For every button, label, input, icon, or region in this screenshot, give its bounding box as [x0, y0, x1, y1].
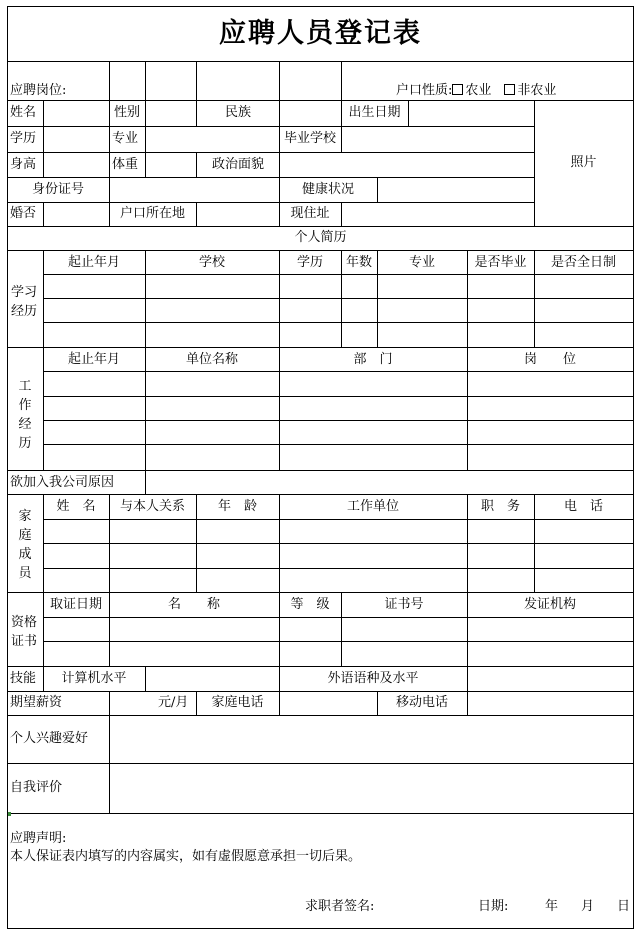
table-rule	[467, 691, 468, 715]
cell-marker	[8, 812, 11, 816]
table-rule	[7, 763, 634, 764]
table-rule	[43, 519, 634, 520]
table-rule	[377, 177, 378, 202]
table-rule	[109, 61, 110, 100]
table-rule	[467, 666, 468, 691]
declaration-title: 应聘声明:	[10, 831, 67, 846]
table-rule	[7, 813, 634, 814]
table-rule	[279, 61, 280, 100]
table-rule	[145, 61, 146, 100]
date-label: 日期:	[478, 899, 509, 914]
gender-label: 性别	[114, 105, 141, 120]
family-label: 家庭成员	[18, 509, 32, 581]
study-col-school: 学校	[198, 255, 225, 270]
form-title: 应聘人员登记表	[219, 18, 422, 49]
table-rule	[341, 126, 342, 152]
table-rule	[7, 126, 534, 127]
table-rule	[7, 494, 634, 495]
table-rule	[7, 100, 634, 101]
table-rule	[145, 666, 146, 691]
table-rule	[7, 6, 634, 7]
table-rule	[633, 6, 634, 929]
hukou-type	[396, 83, 556, 99]
cert-col-level: 等 级	[290, 597, 330, 612]
table-rule	[43, 202, 44, 226]
mobile-label: 移动电话	[395, 695, 448, 710]
table-rule	[7, 61, 634, 62]
work-col-position: 岗 位	[523, 352, 576, 367]
non-agri-option: 非农业	[517, 83, 557, 98]
table-rule	[7, 592, 634, 593]
table-rule	[145, 100, 146, 177]
photo-label: 照片	[570, 155, 597, 170]
hobby-label: 个人兴趣爱好	[10, 731, 89, 746]
year-label: 年	[545, 899, 559, 914]
signature-label: 求职者签名:	[305, 899, 375, 914]
table-rule	[43, 274, 634, 275]
declaration-text: 本人保证表内填写的内容属实，如有虚假愿意承担一切后果。	[10, 849, 362, 864]
family-col-employer: 工作单位	[346, 499, 399, 514]
table-rule	[341, 61, 342, 100]
id-number-label: 身份证号	[31, 182, 84, 197]
political-label: 政治面貌	[211, 157, 264, 172]
table-rule	[196, 61, 197, 100]
study-col-degree: 学历	[296, 255, 323, 270]
resume-header: 个人简历	[294, 230, 347, 245]
table-rule	[7, 177, 534, 178]
table-rule	[7, 928, 634, 929]
weight-label: 体重	[112, 157, 139, 172]
cert-col-number: 证书号	[384, 597, 424, 612]
table-rule	[7, 152, 534, 153]
position-label: 应聘岗位:	[10, 83, 67, 98]
study-col-major: 专业	[408, 255, 435, 270]
certificate-label: 资格证书	[11, 615, 38, 649]
month-label: 月	[581, 899, 595, 914]
family-col-title: 职 务	[480, 499, 520, 514]
table-rule	[43, 617, 634, 618]
study-col-fulltime: 是否全日制	[550, 255, 616, 270]
table-rule	[7, 691, 634, 692]
table-rule	[43, 100, 44, 177]
table-rule	[7, 470, 634, 471]
address-label: 现住址	[290, 206, 330, 221]
table-rule	[7, 250, 634, 251]
table-rule	[43, 420, 634, 421]
agri-checkbox[interactable]	[452, 84, 463, 95]
home-phone-label: 家庭电话	[211, 695, 264, 710]
agri-option: 农业	[465, 83, 492, 98]
work-col-department: 部 门	[353, 352, 393, 367]
table-rule	[7, 666, 634, 667]
day-label: 日	[617, 899, 631, 914]
computer-level-label: 计算机水平	[61, 671, 127, 686]
family-col-relation: 与本人关系	[119, 499, 185, 514]
table-rule	[7, 226, 634, 227]
hukou-place-label: 户口所在地	[119, 206, 185, 221]
reason-label: 欲加入我公司原因	[10, 475, 115, 490]
salary-label: 期望薪资	[10, 695, 63, 710]
height-label: 身高	[10, 157, 37, 172]
name-label: 姓名	[10, 105, 37, 120]
table-rule	[145, 470, 146, 494]
table-rule	[43, 322, 634, 323]
table-rule	[109, 100, 110, 177]
study-col-years: 年数	[345, 255, 372, 270]
table-rule	[109, 177, 110, 202]
study-label: 学习经历	[11, 285, 38, 319]
table-rule	[43, 568, 634, 569]
table-rule	[341, 202, 342, 226]
family-col-age: 年 龄	[217, 499, 257, 514]
birth-date-label: 出生日期	[348, 105, 401, 120]
table-rule	[196, 202, 197, 226]
family-col-name: 姓 名	[56, 499, 96, 514]
table-rule	[43, 444, 634, 445]
work-label: 工作经历	[18, 379, 32, 451]
table-rule	[43, 298, 634, 299]
language-level-label: 外语语种及水平	[327, 671, 419, 686]
table-rule	[7, 347, 634, 348]
table-rule	[43, 371, 634, 372]
work-col-company: 单位名称	[185, 352, 238, 367]
table-rule	[408, 100, 409, 126]
table-rule	[279, 691, 280, 715]
school-label: 毕业学校	[283, 131, 336, 146]
education-label: 学历	[10, 131, 37, 146]
major-label: 专业	[112, 131, 139, 146]
cert-col-date: 取证日期	[49, 597, 102, 612]
table-rule	[43, 396, 634, 397]
work-col-period: 起止年月	[67, 352, 120, 367]
table-rule	[7, 202, 534, 203]
study-col-graduated: 是否毕业	[474, 255, 527, 270]
skills-label: 技能	[10, 671, 37, 686]
family-col-phone: 电 话	[563, 499, 603, 514]
table-rule	[43, 641, 634, 642]
non-agri-checkbox[interactable]	[504, 84, 515, 95]
table-rule	[109, 691, 110, 715]
table-rule	[7, 715, 634, 716]
hukou-label: 户口性质:	[396, 83, 453, 98]
self-evaluation-label: 自我评价	[10, 780, 63, 795]
table-rule	[7, 6, 8, 929]
marital-label: 婚否	[10, 206, 37, 221]
salary-unit: 元/月	[158, 695, 189, 710]
cert-col-name: 名 称	[167, 597, 220, 612]
cert-col-issuer: 发证机构	[523, 597, 576, 612]
health-label: 健康状况	[301, 182, 354, 197]
table-rule	[109, 715, 110, 813]
table-rule	[43, 543, 634, 544]
ethnicity-label: 民族	[224, 105, 251, 120]
study-col-period: 起止年月	[67, 255, 120, 270]
